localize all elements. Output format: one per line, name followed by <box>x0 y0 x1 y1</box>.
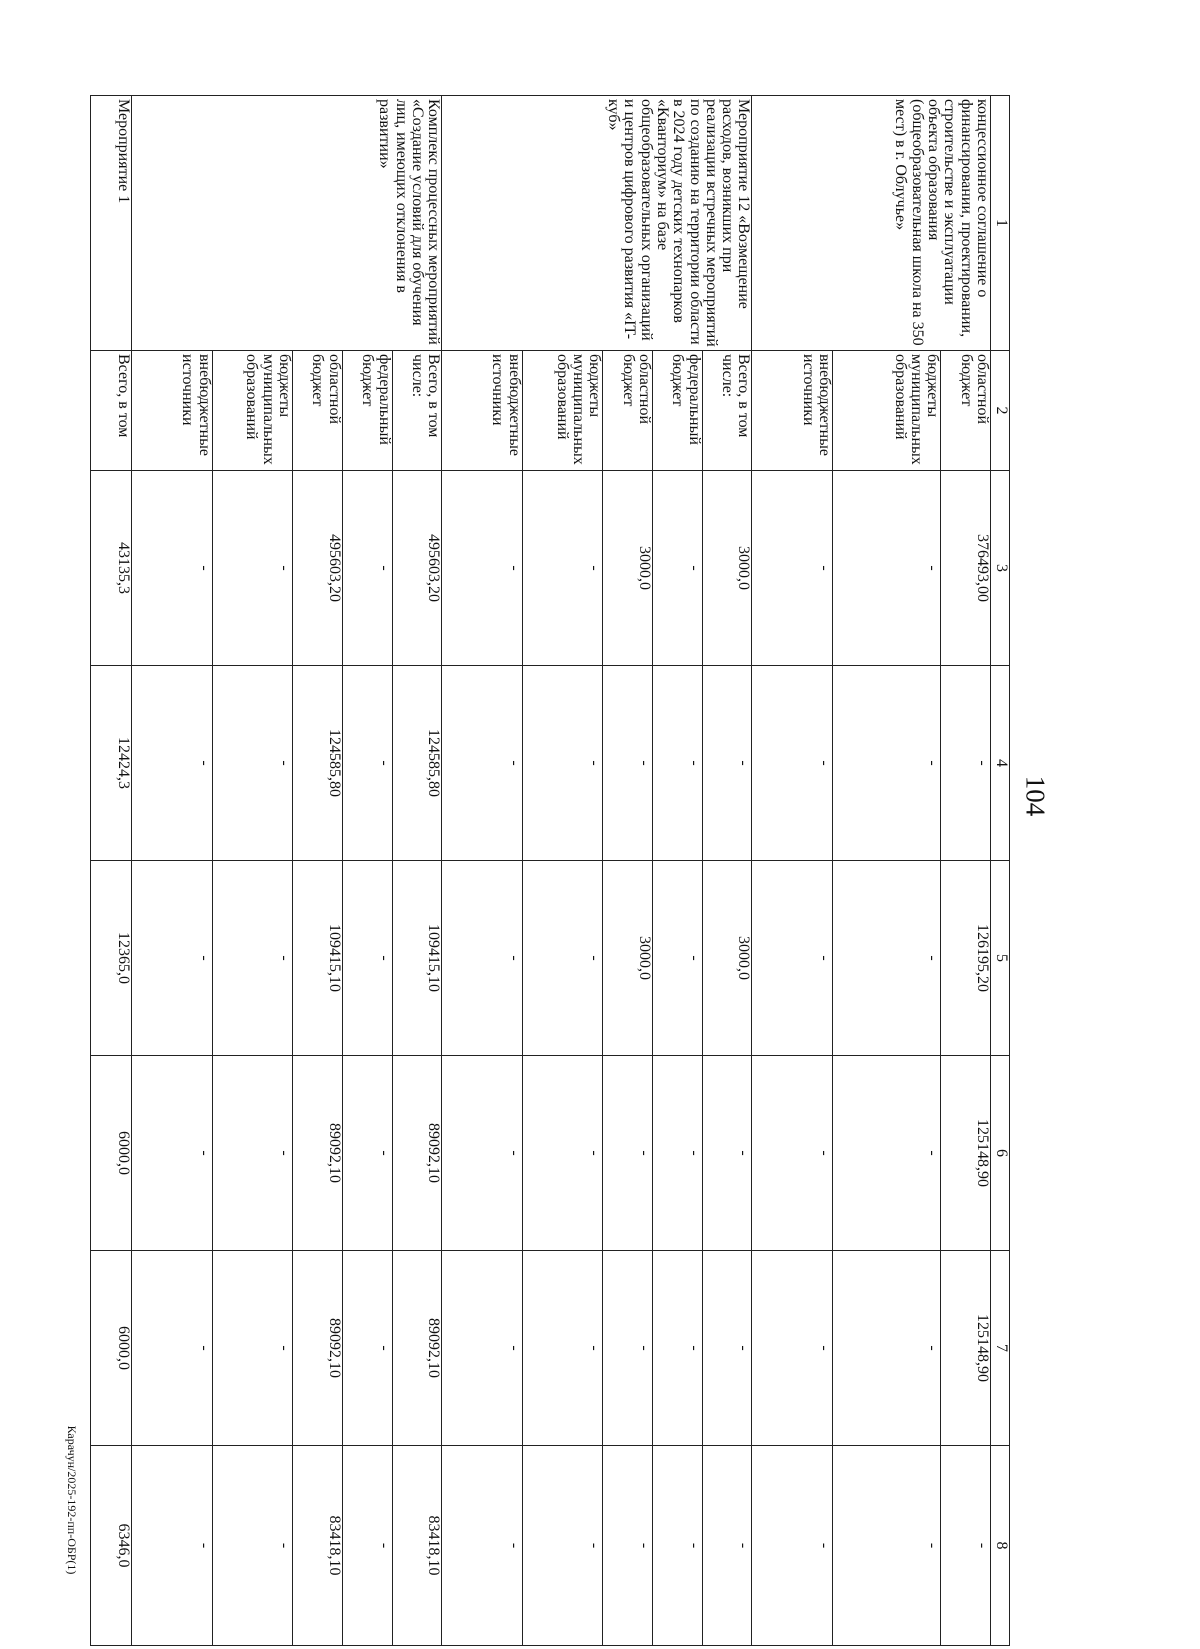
funding-source-cell: бюджеты муниципальных образований <box>212 351 292 471</box>
funding-source-cell: федеральный бюджет <box>342 351 392 471</box>
column-header: 6 <box>991 1056 1010 1251</box>
funding-source-cell: областной бюджет <box>603 351 653 471</box>
amount-cell: 89092,10 <box>293 1251 343 1446</box>
amount-cell: - <box>132 1446 212 1646</box>
amount-cell: - <box>522 1446 602 1646</box>
funding-source-cell: Всего, в том числе: <box>392 351 442 471</box>
column-header: 1 <box>991 96 1010 351</box>
activity-name-cell: концессионное соглашение о финансировании, проектировании, строительстве и эксплуатации объекта образования (общеобразовательная школа на 350 мест) в г. Облучье» <box>752 96 991 351</box>
amount-cell: - <box>342 861 392 1056</box>
amount-cell: - <box>832 1251 940 1446</box>
amount-cell: - <box>212 1056 292 1251</box>
amount-cell: - <box>442 1446 522 1646</box>
amount-cell: - <box>342 1056 392 1251</box>
funding-source-cell: внебюджетные источники <box>752 351 832 471</box>
amount-cell: - <box>652 1251 702 1446</box>
amount-cell: - <box>652 1056 702 1251</box>
amount-cell: - <box>832 1446 940 1646</box>
amount-cell: - <box>603 666 653 861</box>
amount-cell: 89092,10 <box>392 1056 442 1251</box>
funding-source-cell: Всего, в том <box>91 351 132 471</box>
amount-cell: - <box>212 861 292 1056</box>
amount-cell: - <box>752 471 832 666</box>
amount-cell: 376493,00 <box>941 471 991 666</box>
amount-cell: - <box>342 1251 392 1446</box>
activity-name-cell: Мероприятие 1 <box>91 96 132 351</box>
amount-cell: 83418,10 <box>392 1446 442 1646</box>
amount-cell: 125148,90 <box>941 1056 991 1251</box>
activity-name-cell: Комплекс процессных мероприятий «Создание условий для обучения лиц, имеющих отклонения в развитии» <box>132 96 442 351</box>
amount-cell: - <box>603 1446 653 1646</box>
amount-cell: 3000,0 <box>702 471 752 666</box>
amount-cell: 12365,0 <box>91 861 132 1056</box>
funding-source-cell: внебюджетные источники <box>442 351 522 471</box>
amount-cell: - <box>212 1251 292 1446</box>
funding-source-cell: федеральный бюджет <box>652 351 702 471</box>
amount-cell: - <box>652 666 702 861</box>
funding-source-cell: областной бюджет <box>941 351 991 471</box>
amount-cell: - <box>941 1446 991 1646</box>
amount-cell: - <box>603 1251 653 1446</box>
budget-table <box>90 95 1010 1646</box>
column-header: 7 <box>991 1251 1010 1446</box>
column-header: 8 <box>991 1446 1010 1646</box>
column-header: 3 <box>991 471 1010 666</box>
amount-cell: 3000,0 <box>603 861 653 1056</box>
amount-cell: - <box>702 666 752 861</box>
amount-cell: - <box>212 1446 292 1646</box>
amount-cell: - <box>752 666 832 861</box>
activity-name-cell: Мероприятие 12 «Возмещение расходов, возникших при реализации встречных мероприятий по созданию на территории области в 2024 году детских технопарков «Кванториум» на базе общеобразовательных организаций и центров цифрового развития «IT-куб» <box>442 96 752 351</box>
amount-cell: 495603,20 <box>392 471 442 666</box>
amount-cell: - <box>652 861 702 1056</box>
funding-source-cell: Всего, в том числе: <box>702 351 752 471</box>
amount-cell: 83418,10 <box>293 1446 343 1646</box>
column-header: 5 <box>991 861 1010 1056</box>
amount-cell: - <box>442 471 522 666</box>
amount-cell: 6000,0 <box>91 1251 132 1446</box>
amount-cell: 3000,0 <box>702 861 752 1056</box>
amount-cell: 109415,10 <box>293 861 343 1056</box>
amount-cell: - <box>752 861 832 1056</box>
table-row <box>702 96 752 1646</box>
amount-cell: - <box>522 1056 602 1251</box>
table-row <box>941 96 991 1646</box>
amount-cell: 124585,80 <box>392 666 442 861</box>
amount-cell: - <box>941 666 991 861</box>
amount-cell: - <box>832 861 940 1056</box>
amount-cell: - <box>702 1446 752 1646</box>
amount-cell: 126195,20 <box>941 861 991 1056</box>
header-row <box>991 96 1010 1646</box>
table-body <box>91 96 991 1646</box>
amount-cell: - <box>702 1056 752 1251</box>
amount-cell: 89092,10 <box>392 1251 442 1446</box>
amount-cell: - <box>652 471 702 666</box>
amount-cell: 43135,3 <box>91 471 132 666</box>
amount-cell: - <box>752 1056 832 1251</box>
amount-cell: - <box>132 1251 212 1446</box>
amount-cell: - <box>442 1251 522 1446</box>
amount-cell: - <box>342 1446 392 1646</box>
page-number: 104 <box>1020 775 1051 817</box>
amount-cell: - <box>132 861 212 1056</box>
amount-cell: - <box>522 1251 602 1446</box>
amount-cell: - <box>832 1056 940 1251</box>
amount-cell: - <box>342 666 392 861</box>
amount-cell: - <box>832 666 940 861</box>
amount-cell: - <box>442 666 522 861</box>
amount-cell: - <box>212 666 292 861</box>
amount-cell: - <box>132 471 212 666</box>
amount-cell: 109415,10 <box>392 861 442 1056</box>
amount-cell: - <box>442 861 522 1056</box>
amount-cell: 124585,80 <box>293 666 343 861</box>
amount-cell: - <box>702 1251 752 1446</box>
funding-source-cell: бюджеты муниципальных образований <box>832 351 940 471</box>
column-header: 4 <box>991 666 1010 861</box>
funding-source-cell: бюджеты муниципальных образований <box>522 351 602 471</box>
table-row <box>392 96 442 1646</box>
amount-cell: 12424,3 <box>91 666 132 861</box>
amount-cell: - <box>522 861 602 1056</box>
amount-cell: - <box>752 1446 832 1646</box>
amount-cell: - <box>212 471 292 666</box>
rotated-page-content <box>90 95 1010 1645</box>
amount-cell: - <box>442 1056 522 1251</box>
amount-cell: - <box>752 1251 832 1446</box>
funding-source-cell: внебюджетные источники <box>132 351 212 471</box>
amount-cell: 6000,0 <box>91 1056 132 1251</box>
column-header: 2 <box>991 351 1010 471</box>
amount-cell: 125148,90 <box>941 1251 991 1446</box>
amount-cell: - <box>652 1446 702 1646</box>
amount-cell: - <box>603 1056 653 1251</box>
table-row <box>91 96 132 1646</box>
amount-cell: 89092,10 <box>293 1056 343 1251</box>
document-footer: Карачун/2025-192-пп-ОБР(1) <box>65 1425 79 1575</box>
amount-cell: - <box>132 666 212 861</box>
amount-cell: 495603,20 <box>293 471 343 666</box>
amount-cell: - <box>132 1056 212 1251</box>
amount-cell: - <box>522 666 602 861</box>
amount-cell: - <box>342 471 392 666</box>
amount-cell: - <box>522 471 602 666</box>
amount-cell: 6346,0 <box>91 1446 132 1646</box>
amount-cell: 3000,0 <box>603 471 653 666</box>
amount-cell: - <box>832 471 940 666</box>
funding-source-cell: областной бюджет <box>293 351 343 471</box>
